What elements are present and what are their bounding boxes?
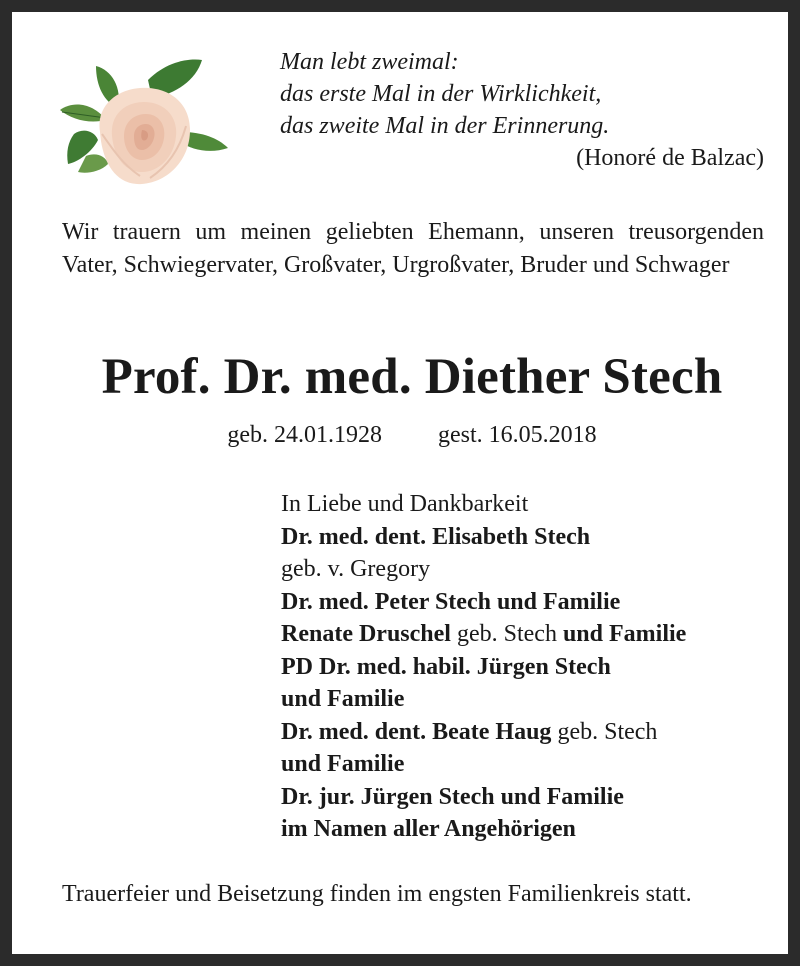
funeral-notice: Trauerfeier und Beisetzung finden im engsten Familienkreis statt. xyxy=(62,881,692,907)
family-member xyxy=(281,651,781,684)
life-dates xyxy=(12,419,800,451)
member-name: Dr. jur. Jürgen Stech und Familie xyxy=(281,783,624,810)
member-name: Dr. med. dent. Elisabeth Stech xyxy=(281,523,591,550)
maiden-name: geb. v. Gregory xyxy=(281,556,431,582)
member-name: Dr. med. dent. Beate Haug xyxy=(281,718,552,745)
member-name: Dr. med. Peter Stech und Familie xyxy=(281,588,621,615)
member-suffix: und Familie xyxy=(281,751,405,777)
maiden-name: geb. Stech xyxy=(456,621,557,647)
family-member xyxy=(281,586,781,619)
family-member xyxy=(281,618,781,651)
quote-author: (Honoré de Balzac) xyxy=(576,145,764,171)
all-relatives: im Namen aller Angehörigen xyxy=(281,816,576,842)
quote-line: das zweite Mal in der Erinnerung. xyxy=(280,113,610,139)
member-name: PD Dr. med. habil. Jürgen Stech xyxy=(281,653,611,680)
family-member xyxy=(281,781,781,814)
mourning-intro: Wir trauern um meinen geliebten Ehemann, unseren treusorgenden Vater, Schwiegervater, Großvater, Urgroßvater, Bruder und Schwager xyxy=(62,219,764,278)
family-member xyxy=(281,716,781,749)
family-member xyxy=(281,748,781,781)
death-date: gest. 16.05.2018 xyxy=(437,422,597,448)
quote-line: das erste Mal in der Wirklichkeit, xyxy=(280,81,602,107)
maiden-name: geb. Stech xyxy=(557,718,658,745)
family-member xyxy=(281,521,781,554)
rose-icon xyxy=(56,52,234,194)
family-member xyxy=(281,683,781,716)
balzac-quote xyxy=(280,46,770,174)
member-name: Renate Druschel xyxy=(281,621,451,647)
family-signatures xyxy=(281,488,781,846)
member-suffix: und Familie xyxy=(562,621,687,647)
greeting: In Liebe und Dankbarkeit xyxy=(281,491,529,517)
member-suffix: und Familie xyxy=(281,686,405,712)
quote-line: Man lebt zweimal: xyxy=(280,49,459,75)
birth-date: geb. 24.01.1928 xyxy=(227,422,382,448)
family-member xyxy=(281,813,781,846)
deceased-name: Prof. Dr. med. Diether Stech xyxy=(101,349,723,405)
